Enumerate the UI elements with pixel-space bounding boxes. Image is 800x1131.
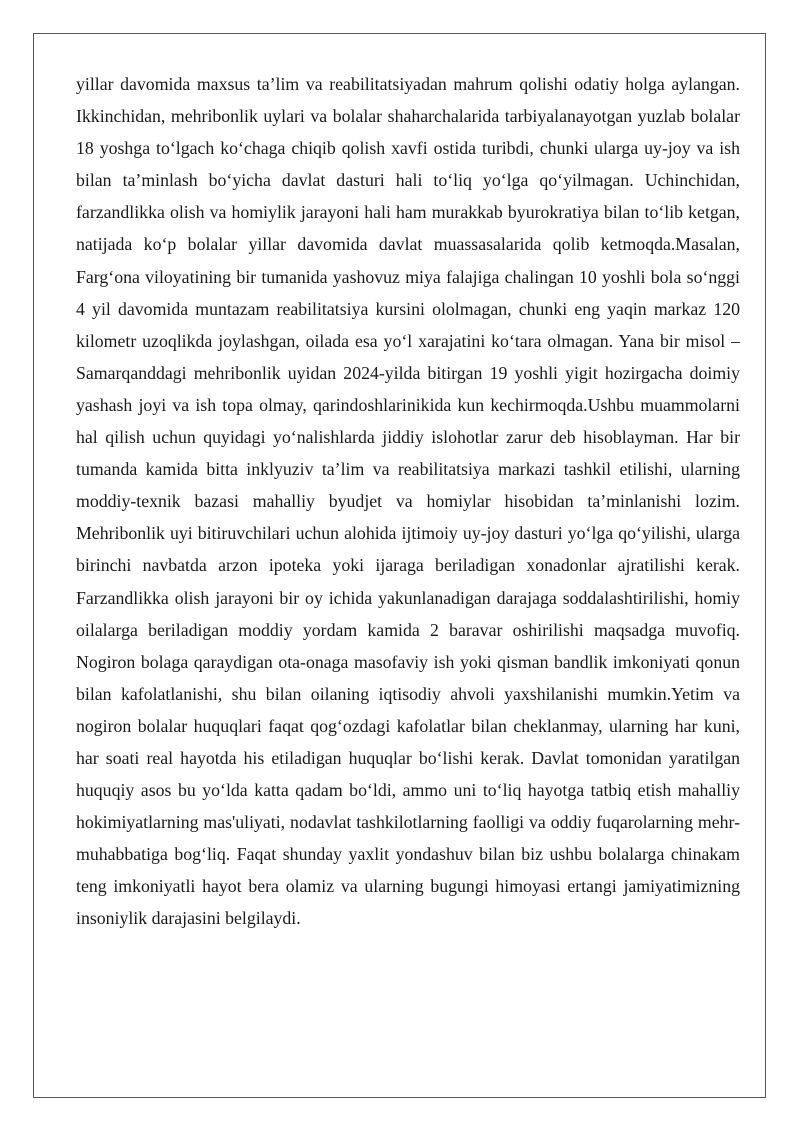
body-paragraph: yillar davomida maxsus ta’lim va reabilitatsiyadan mahrum qolishi odatiy holga aylangan. Ikkinchidan, mehribonlik uylari va bolalar shaharchalarida tarbiyalanayotgan yuzlab bolalar 18 yoshga to‘lgach ko‘chaga chiqib qolish xavfi ostida turibdi, chunki ularga uy-joy va ish bilan ta’minlash bo‘yicha davlat dasturi hali to‘liq yo‘lga qo‘yilmagan. Uchinchidan, farzandlikka olish va homiylik jarayoni hali ham murakkab byurokratiya bilan to‘lib ketgan, natijada ko‘p bolalar yillar davomida davlat muassasalarida qolib ketmoqda.Masalan, Farg‘ona viloyatining bir tumanida yashovuz miya falajiga chalingan 10 yoshli bola so‘nggi 4 yil davomida muntazam reabilitatsiya kursini ololmagan, chunki eng yaqin markaz 120 kilometr uzoqlikda joylashgan, oilada esa yo‘l xarajatini ko‘tara olmagan. Yana bir misol – Samarqanddagi mehribonlik uyidan 2024-yilda bitirgan 19 yoshli yigit hozirgacha doimiy yashash joyi va ish topa olmay, qarindoshlarinikida kun kechirmoqda.Ushbu muammolarni hal qilish uchun quyidagi yo‘nalishlarda jiddiy islohotlar zarur deb hisoblayman. Har bir tumanda kamida bitta inklyuziv ta’lim va reabilitatsiya markazi tashkil etilishi, ularning moddiy-texnik bazasi mahalliy byudjet va homiylar hisobidan ta’minlanishi lozim. Mehribonlik uyi bitiruvchilari uchun alohida ijtimoiy uy-joy dasturi yo‘lga qo‘yilishi, ularga birinchi navbatda arzon ipoteka yoki ijaraga beriladigan xonadonlar ajratilishi kerak. Farzandlikka olish jarayoni bir oy ichida yakunlanadigan darajaga soddalashtirilishi, homiy oilalarga beriladigan moddiy yordam kamida 2 baravar oshirilishi maqsadga muvofiq. Nogiron bolaga qaraydigan ota-onaga masofaviy ish yoki qisman bandlik imkoniyati qonun bilan kafolatlanishi, shu bilan oilaning iqtisodiy ahvoli yaxshilanishi mumkin.Yetim va nogiron bolalar huquqlari faqat qog‘ozdagi kafolatlar bilan cheklanmay, ularning har kuni, har soati real hayotda his etiladigan huquqlar bo‘lishi kerak. Davlat tomonidan yaratilgan huquqiy asos bu yo‘lda katta qadam bo‘ldi, ammo uni to‘liq hayotga tatbiq etish mahalliy hokimiyatlarning mas'uliyati, nodavlat tashkilotlarning faolligi va oddiy fuqarolarning mehr-muhabbatiga bog‘liq. Faqat shunday yaxlit yondashuv bilan biz ushbu bolalarga chinakam teng imkoniyatli hayot bera olamiz va ularning bugungi himoyasi ertangi jamiyatimizning insoniylik darajasini belgilaydi. xyxy=(76,74,740,929)
